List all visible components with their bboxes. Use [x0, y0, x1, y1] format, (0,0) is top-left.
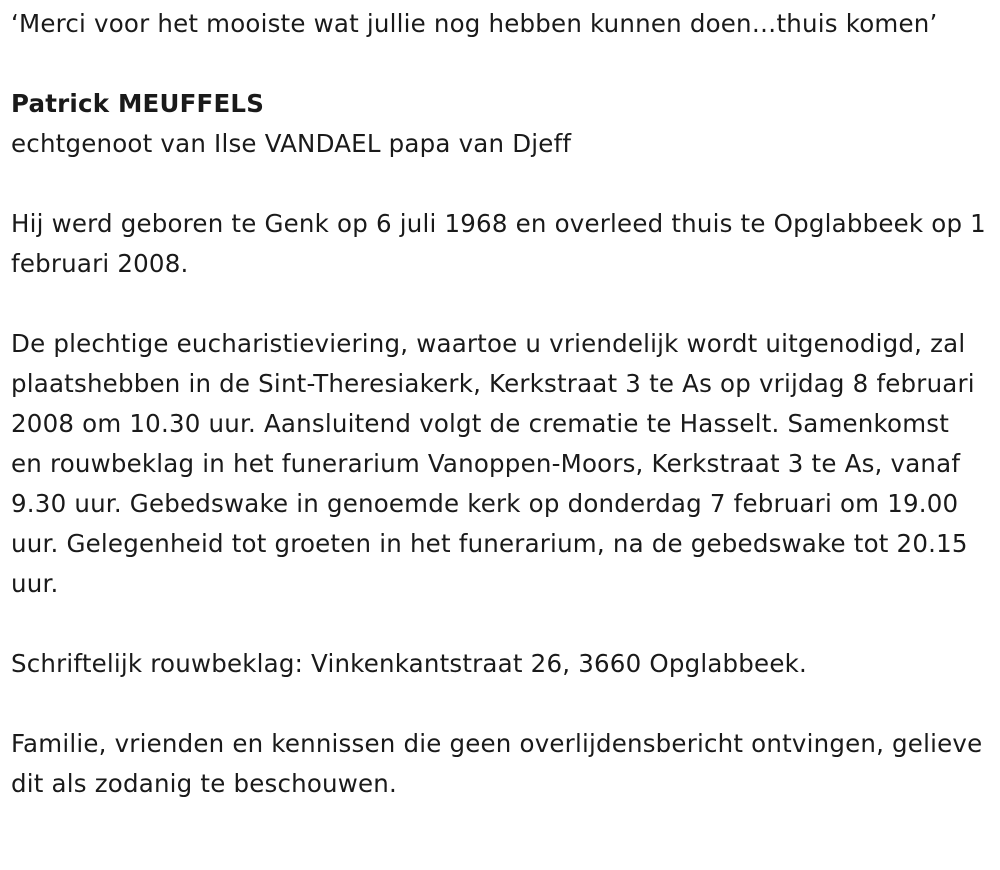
birth-death-paragraph: Hij werd geboren te Genk op 6 juli 1968 en overleed thuis te Opglabbeek op 1 februari 2008.: [11, 209, 986, 278]
ceremony-paragraph: De plechtige eucharistieviering, waartoe u vriendelijk wordt uitgenodigd, zal plaatshebben in de Sint-Theresiakerk, Kerkstraat 3 te As op vrijdag 8 februari 2008 om 10.30 uur. Aansluitend volgt de crematie te Hasselt. Samenkomst en rouwbeklag in het funerarium Vanoppen-Moors, Kerkstraat 3 te As, vanaf 9.30 uur. Gebedswake in genoemde kerk op donderdag 7 februari om 19.00 uur. Gelegenheid tot groeten in het funerarium, na de gebedswake tot 20.15 uur.: [11, 329, 975, 598]
relation-text: echtgenoot van Ilse VANDAEL papa van Djeff: [11, 129, 572, 158]
written-condolence-paragraph: Schriftelijk rouwbeklag: Vinkenkantstraat 26, 3660 Opglabbeek.: [11, 649, 807, 678]
closing-paragraph: Familie, vrienden en kennissen die geen overlijdensbericht ontvingen, gelieve dit als zodanig te beschouwen.: [11, 729, 983, 798]
deceased-name: Patrick MEUFFELS: [11, 89, 265, 118]
quote-text: ‘Merci voor het mooiste wat jullie nog hebben kunnen doen…thuis komen’: [11, 9, 938, 38]
obituary-notice: [11, 4, 986, 804]
